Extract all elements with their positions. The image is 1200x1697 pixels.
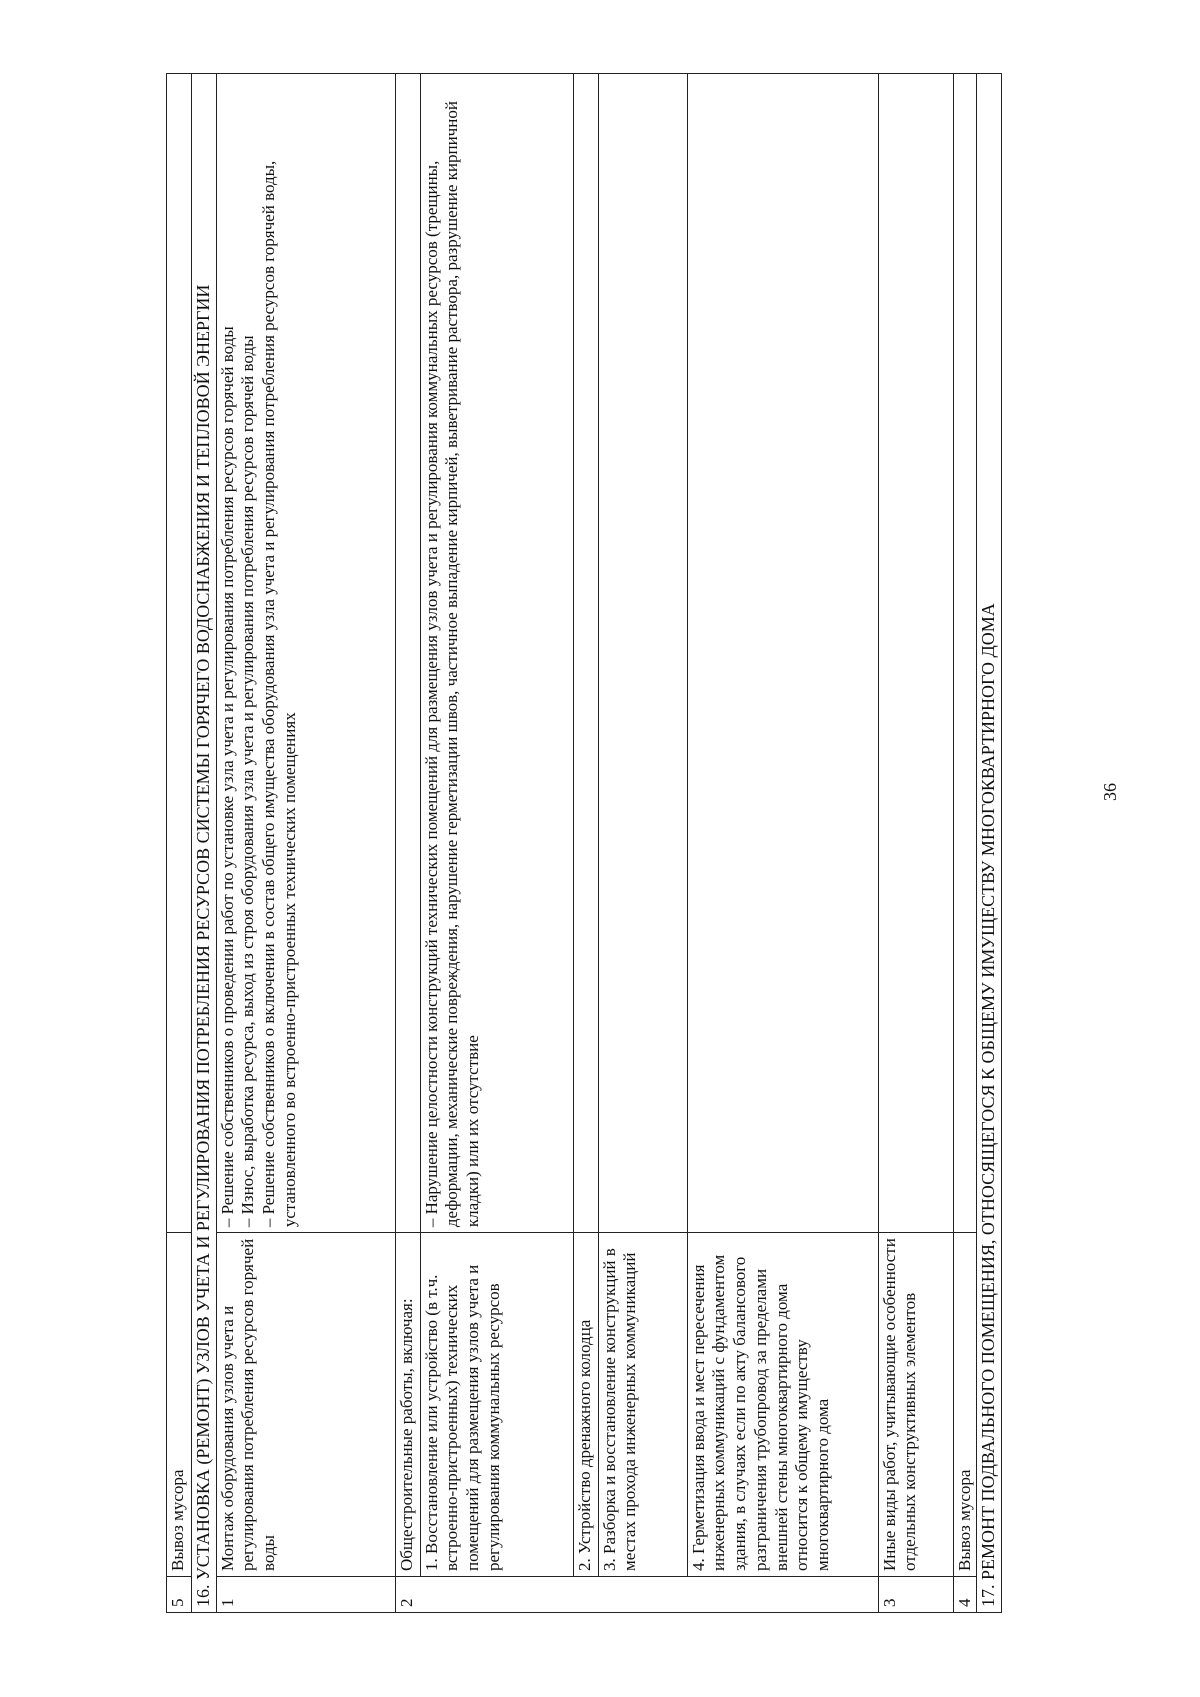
reason-cell [395, 74, 420, 1233]
table-row [216, 74, 395, 1613]
work-cell: Вывоз мусора [167, 1233, 192, 1577]
table-row [420, 74, 573, 1613]
reason-item: – Решение собственников о включении в состав общего имущества оборудования узла учета и регулирования потребления ресурсов горячей воды, установленного во встроенно-пристроенных технических помещениях [259, 160, 299, 1228]
row-number: 2 [395, 1577, 878, 1613]
table-row [598, 74, 687, 1613]
work-cell: 2. Устройство дренажного колодца [573, 1233, 598, 1577]
row-number: 1 [216, 1577, 395, 1613]
reason-cell [598, 74, 687, 1233]
work-cell: 4. Герметизация ввода и мест пересечения инженерных коммуникаций с фундаментом здания, в случаях если по акту балансового разграничения трубопровод за пределами внешней стены многоквартирного дома относится к общему имуществу многоквартирного дома [687, 1233, 878, 1577]
table-row [953, 74, 977, 1613]
table-row [573, 74, 598, 1613]
row-number: 4 [953, 1577, 977, 1613]
reason-cell [573, 74, 598, 1233]
section-header-17 [977, 74, 1002, 1613]
table-row [687, 74, 878, 1613]
reason-cell [878, 74, 953, 1233]
work-cell: Монтаж оборудования узлов учета и регулирования потребления ресурсов горячей воды [216, 1233, 395, 1577]
table-row [878, 74, 953, 1613]
section-title: 16. УСТАНОВКА (РЕМОНТ) УЗЛОВ УЧЕТА И РЕГУЛИРОВАНИЯ ПОТРЕБЛЕНИЯ РЕСУРСОВ СИСТЕМЫ ГОРЯЧЕГО ВОДОСНАБЖЕНИЯ И ТЕПЛОВОЙ ЭНЕРГИИ [192, 74, 217, 1613]
reason-cell [953, 74, 977, 1233]
reason-cell [216, 74, 395, 1233]
section-title: 17. РЕМОНТ ПОДВАЛЬНОГО ПОМЕЩЕНИЯ, ОТНОСЯЩЕГОСЯ К ОБЩЕМУ ИМУЩЕСТВУ МНОГОКВАРТИРНОГО ДОМА [977, 74, 1002, 1613]
works-table [166, 73, 1002, 1613]
works-table-rotated [166, 73, 1076, 1613]
work-cell: Иные виды работ, учитывающие особенности отдельных конструктивных элементов [878, 1233, 953, 1577]
reason-cell: – Нарушение целостности конструкций технических помещений для размещения узлов учета и регулирования коммунальных ресурсов (трещины, деформации, механические повреждения, нарушение герметизации швов, частичное выпадение кирпичей, выветривание раствора, разрушение кирпичной кладки) или их отсутствие [420, 74, 573, 1233]
work-cell: 1. Восстановление или устройство (в т.ч. встроенно-пристроенных) технических помещений для размещения узлов учета и регулирования коммунальных ресурсов [420, 1233, 573, 1577]
reason-item: – Решение собственников о проведении работ по установке узла учета и регулирования потребления ресурсов горячей воды [217, 326, 237, 1228]
table-row [395, 74, 420, 1613]
work-cell: 3. Разборка и восстановление конструкций в местах прохода инженерных коммуникаций [598, 1233, 687, 1577]
work-cell: Общестроительные работы, включая: [395, 1233, 420, 1577]
reason-item: – Износ, выработка ресурса, выход из строя оборудования узла учета и регулирования потребления ресурсов горячей воды [238, 335, 258, 1228]
work-cell: Вывоз мусора [953, 1233, 977, 1577]
table-row [167, 74, 192, 1613]
reason-cell [167, 74, 192, 1233]
row-number: 3 [878, 1577, 953, 1613]
page-number: 36 [1100, 783, 1120, 801]
reason-cell [687, 74, 878, 1233]
row-number: 5 [167, 1577, 192, 1613]
section-header-16 [192, 74, 217, 1613]
